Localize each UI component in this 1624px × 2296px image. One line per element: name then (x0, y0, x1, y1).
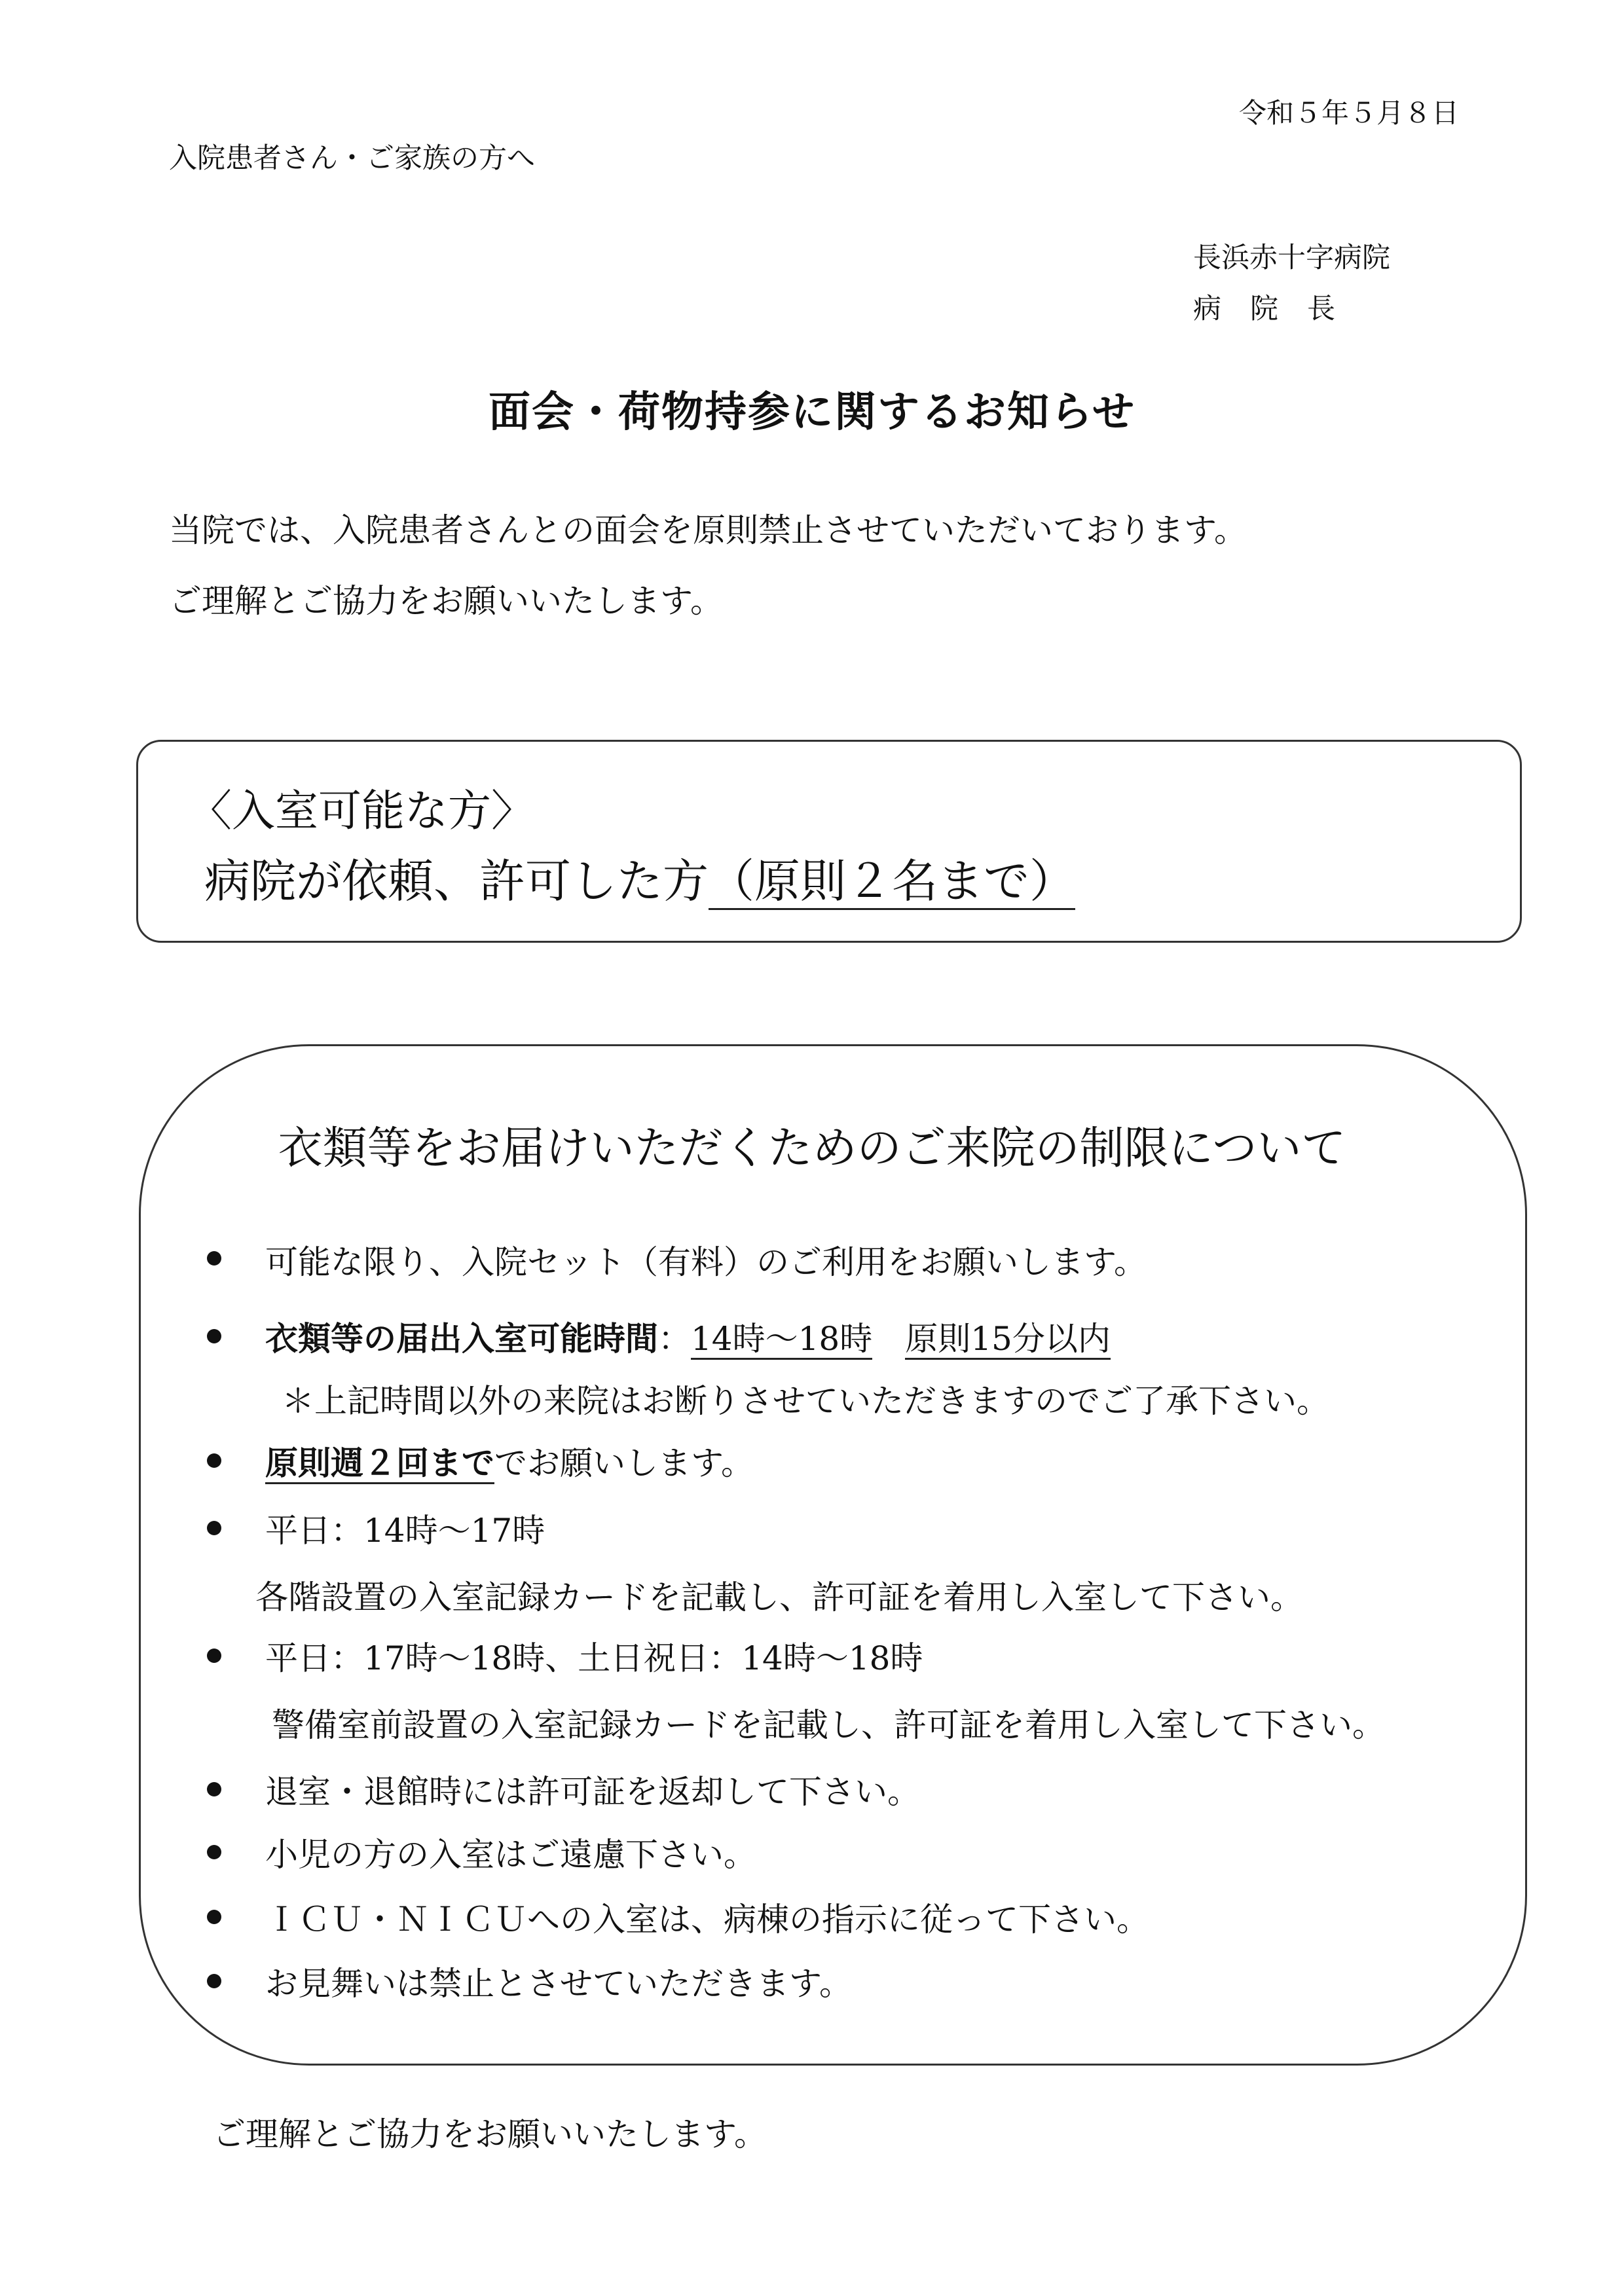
bullet-icon (207, 1974, 221, 1988)
list-item-hours (265, 1313, 1111, 1360)
entry-box-limit-text: （原則２名まで） (709, 854, 1075, 910)
bullet-icon (207, 1845, 221, 1859)
list-item-return-permit: 退室・退館時には許可証を返却して下さい。 (265, 1773, 920, 1811)
notice-date: 令和５年５月８日 (1239, 97, 1460, 129)
recipient-line: 入院患者さん・ご家族の方へ (169, 142, 535, 175)
bullet-icon (207, 1453, 221, 1468)
bullet-icon (207, 1329, 221, 1343)
list-item-children: 小児の方の入室はご遠慮下さい。 (265, 1836, 756, 1874)
intro-line-1: 当院では、入院患者さんとの面会を原則禁止させていただいております。 (169, 511, 1247, 549)
hours-label: 衣類等の届出入室可能時間 (265, 1319, 658, 1358)
list-item-no-visits: お見舞いは禁止とさせていただきます。 (265, 1965, 852, 2003)
entry-box-heading: 〈入室可能な方〉 (189, 786, 534, 836)
hours-limit: 原則15分以内 (905, 1320, 1111, 1360)
entry-box-main-text: 病院が依頼、許可した方 (204, 854, 709, 908)
bullet-icon (207, 1910, 221, 1924)
director-title: 病院長 (1193, 293, 1364, 325)
list-item: 可能な限り、入院セット（有料）のご利用をお願いします。 (265, 1243, 1147, 1281)
list-item-icu: ＩＣＵ・ＮＩＣＵへの入室は、病棟の指示に従って下さい。 (265, 1901, 1149, 1939)
frequency-limit: 原則週２回まで (265, 1444, 494, 1484)
hours-note: ＊上記時間以外の来院はお断りさせていただきますのでご了承下さい。 (282, 1382, 1329, 1420)
list-item-evening-weekend: 平日：17時～18時、土日祝日：14時～18時 (265, 1639, 923, 1677)
hours-gap (872, 1320, 905, 1358)
page-title: 面会・荷物持参に関するお知らせ (488, 388, 1136, 437)
weekday-instruction: 各階設置の入室記録カードを記載し、許可証を着用し入室して下さい。 (255, 1578, 1303, 1616)
intro-line-2: ご理解とご協力をお願いいたします。 (169, 582, 723, 620)
delivery-box-heading: 衣類等をお届けいただくためのご来院の制限について (278, 1123, 1346, 1175)
list-item-frequency (265, 1437, 754, 1484)
entry-box-text (204, 845, 1075, 911)
hours-time: 14時～18時 (691, 1320, 872, 1360)
bullet-icon (207, 1521, 221, 1535)
bullet-icon (207, 1782, 221, 1796)
bullet-icon (207, 1649, 221, 1663)
bullet-icon (207, 1251, 221, 1266)
hospital-name: 長浜赤十字病院 (1193, 242, 1390, 274)
entry-eligibility-box (136, 740, 1522, 943)
closing-line: ご理解とご協力をお願いいたします。 (213, 2115, 767, 2153)
hours-separator: ： (658, 1320, 691, 1358)
frequency-rest: でお願いします。 (494, 1444, 754, 1482)
list-item-weekday: 平日：14時～17時 (265, 1512, 545, 1550)
evening-weekend-instruction: 警備室前設置の入室記録カードを記載し、許可証を着用し入室して下さい。 (272, 1706, 1385, 1744)
